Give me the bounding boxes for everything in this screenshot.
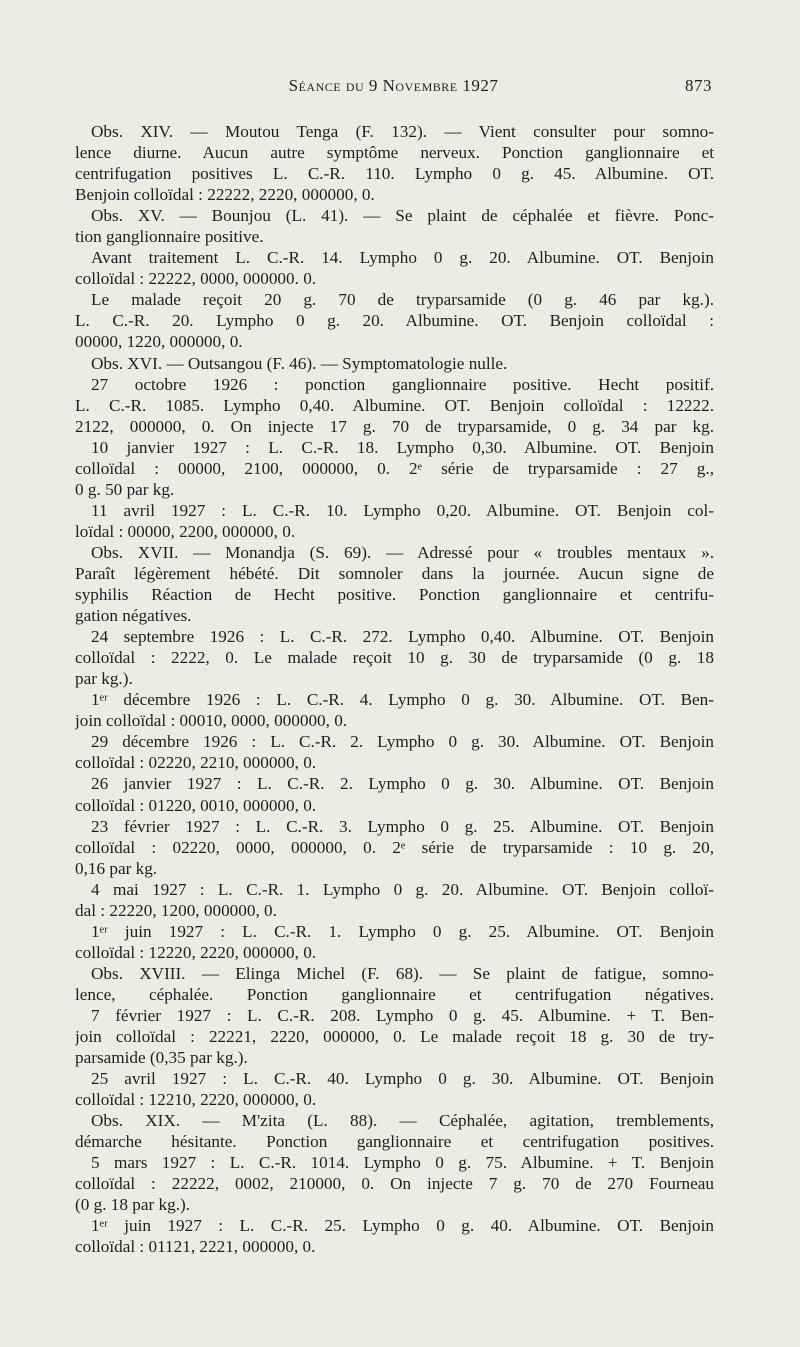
text-line: 7 février 1927 : L. C.-R. 208. Lympho 0 g. 45. Albumine. + T. Ben-	[91, 1005, 714, 1025]
text-line: 10 janvier 1927 : L. C.-R. 18. Lympho 0,30. Albumine. OT. Benjoin	[91, 437, 714, 457]
text-line: lence, céphalée. Ponction ganglionnaire et centrifugation négatives.	[75, 984, 714, 1004]
text-line: Paraît légèrement hébété. Dit somnoler dans la journée. Aucun signe de	[75, 563, 714, 583]
text-line: Le malade reçoit 20 g. 70 de tryparsamide (0 g. 46 par kg.).	[91, 290, 714, 310]
text-line: loïdal : 00000, 2200, 000000, 0.	[75, 521, 296, 541]
text-line: Avant traitement L. C.-R. 14. Lympho 0 g. 20. Albumine. OT. Benjoin	[91, 248, 714, 268]
text-line: 23 février 1927 : L. C.-R. 3. Lympho 0 g. 25. Albumine. OT. Benjoin	[91, 816, 714, 836]
text-line: L. C.-R. 20. Lympho 0 g. 20. Albumine. OT. Benjoin colloïdal :	[75, 311, 714, 331]
text-line: Obs. XVI. — Outsangou (F. 46). — Symptomatologie nulle.	[91, 353, 508, 373]
text-line: gation négatives.	[75, 606, 192, 626]
text-line: 1ᵉʳ décembre 1926 : L. C.-R. 4. Lympho 0 g. 30. Albumine. OT. Ben-	[91, 690, 714, 710]
page-header	[75, 76, 712, 102]
text-line: 27 octobre 1926 : ponction ganglionnaire positive. Hecht positif.	[91, 374, 714, 394]
text-line: Obs. XV. — Bounjou (L. 41). — Se plaint de céphalée et fièvre. Ponc-	[91, 206, 714, 226]
text-line: Obs. XIX. — M'zita (L. 88). — Céphalée, agitation, tremblements,	[91, 1111, 714, 1131]
text-line: 0 g. 50 par kg.	[75, 479, 175, 499]
text-line: centrifugation positives L. C.-R. 110. Lympho 0 g. 45. Albumine. OT.	[75, 164, 714, 184]
text-line: colloïdal : 00000, 2100, 000000, 0. 2ᵉ série de tryparsamide : 27 g.,	[75, 458, 714, 478]
page-number: 873	[685, 76, 712, 95]
text-line: dal : 22220, 1200, 000000, 0.	[75, 900, 277, 920]
text-line: colloïdal : 01220, 0010, 000000, 0.	[75, 795, 317, 815]
text-line: Obs. XIV. — Moutou Tenga (F. 132). — Vient consulter pour somno-	[91, 122, 714, 141]
text-line: join colloïdal : 22221, 2220, 000000, 0. Le malade reçoit 18 g. 30 de try-	[75, 1027, 714, 1047]
text-line: 2122, 000000, 0. On injecte 17 g. 70 de tryparsamide, 0 g. 34 par kg.	[75, 416, 714, 436]
body-text	[75, 121, 714, 1258]
text-line: lence diurne. Aucun autre symptôme nerveux. Ponction ganglionnaire et	[75, 143, 714, 163]
text-line: parsamide (0,35 par kg.).	[75, 1048, 248, 1068]
text-line: par kg.).	[75, 669, 133, 689]
text-line: colloïdal : 2222, 0. Le malade reçoit 10 g. 30 de tryparsamide (0 g. 18	[75, 648, 714, 668]
text-line: colloïdal : 02220, 0000, 000000, 0. 2ᵉ série de tryparsamide : 10 g. 20,	[75, 837, 714, 857]
text-line: 00000, 1220, 000000, 0.	[75, 332, 243, 352]
text-line: colloïdal : 02220, 2210, 000000, 0.	[75, 753, 317, 773]
text-line: colloïdal : 22222, 0002, 210000, 0. On injecte 7 g. 70 de 270 Fourneau	[75, 1174, 714, 1194]
text-line: colloïdal : 22222, 0000, 000000. 0.	[75, 269, 317, 289]
text-line: colloïdal : 01121, 2221, 000000, 0.	[75, 1237, 316, 1257]
text-line: 1ᵉʳ juin 1927 : L. C.-R. 25. Lympho 0 g. 40. Albumine. OT. Benjoin	[91, 1216, 714, 1236]
text-line: L. C.-R. 1085. Lympho 0,40. Albumine. OT. Benjoin colloïdal : 12222.	[75, 395, 714, 415]
text-line: 5 mars 1927 : L. C.-R. 1014. Lympho 0 g. 75. Albumine. + T. Benjoin	[91, 1153, 714, 1173]
text-line: 29 décembre 1926 : L. C.-R. 2. Lympho 0 g. 30. Albumine. OT. Benjoin	[91, 732, 714, 752]
text-line: join colloïdal : 00010, 0000, 000000, 0.	[75, 711, 348, 731]
text-line: 4 mai 1927 : L. C.-R. 1. Lympho 0 g. 20. Albumine. OT. Benjoin colloï-	[91, 879, 714, 899]
text-line: Obs. XVIII. — Elinga Michel (F. 68). — Se plaint de fatigue, somno-	[91, 963, 714, 983]
running-head: Séance du 9 Novembre 1927	[288, 76, 499, 95]
text-line: syphilis Réaction de Hecht positive. Ponction ganglionnaire et centrifu-	[75, 585, 714, 605]
text-line: colloïdal : 12220, 2220, 000000, 0.	[75, 942, 317, 962]
text-line: 11 avril 1927 : L. C.-R. 10. Lympho 0,20. Albumine. OT. Benjoin col-	[91, 500, 714, 520]
text-line: Obs. XVII. — Monandja (S. 69). — Adressé pour « troubles mentaux ».	[91, 542, 714, 562]
text-line: 1ᵉʳ juin 1927 : L. C.-R. 1. Lympho 0 g. 25. Albumine. OT. Benjoin	[91, 921, 714, 941]
text-line: tion ganglionnaire positive.	[75, 227, 264, 247]
text-line: colloïdal : 12210, 2220, 000000, 0.	[75, 1090, 317, 1110]
text-line: 25 avril 1927 : L. C.-R. 40. Lympho 0 g. 30. Albumine. OT. Benjoin	[91, 1069, 714, 1089]
text-line: 26 janvier 1927 : L. C.-R. 2. Lympho 0 g. 30. Albumine. OT. Benjoin	[91, 774, 714, 794]
text-line: 24 septembre 1926 : L. C.-R. 272. Lympho 0,40. Albumine. OT. Benjoin	[91, 627, 714, 647]
text-line: Benjoin colloïdal : 22222, 2220, 000000, 0.	[75, 185, 375, 205]
text-line: démarche hésitante. Ponction ganglionnaire et centrifugation positives.	[75, 1132, 714, 1152]
text-line: 0,16 par kg.	[75, 858, 158, 878]
text-line: (0 g. 18 par kg.).	[75, 1195, 191, 1215]
